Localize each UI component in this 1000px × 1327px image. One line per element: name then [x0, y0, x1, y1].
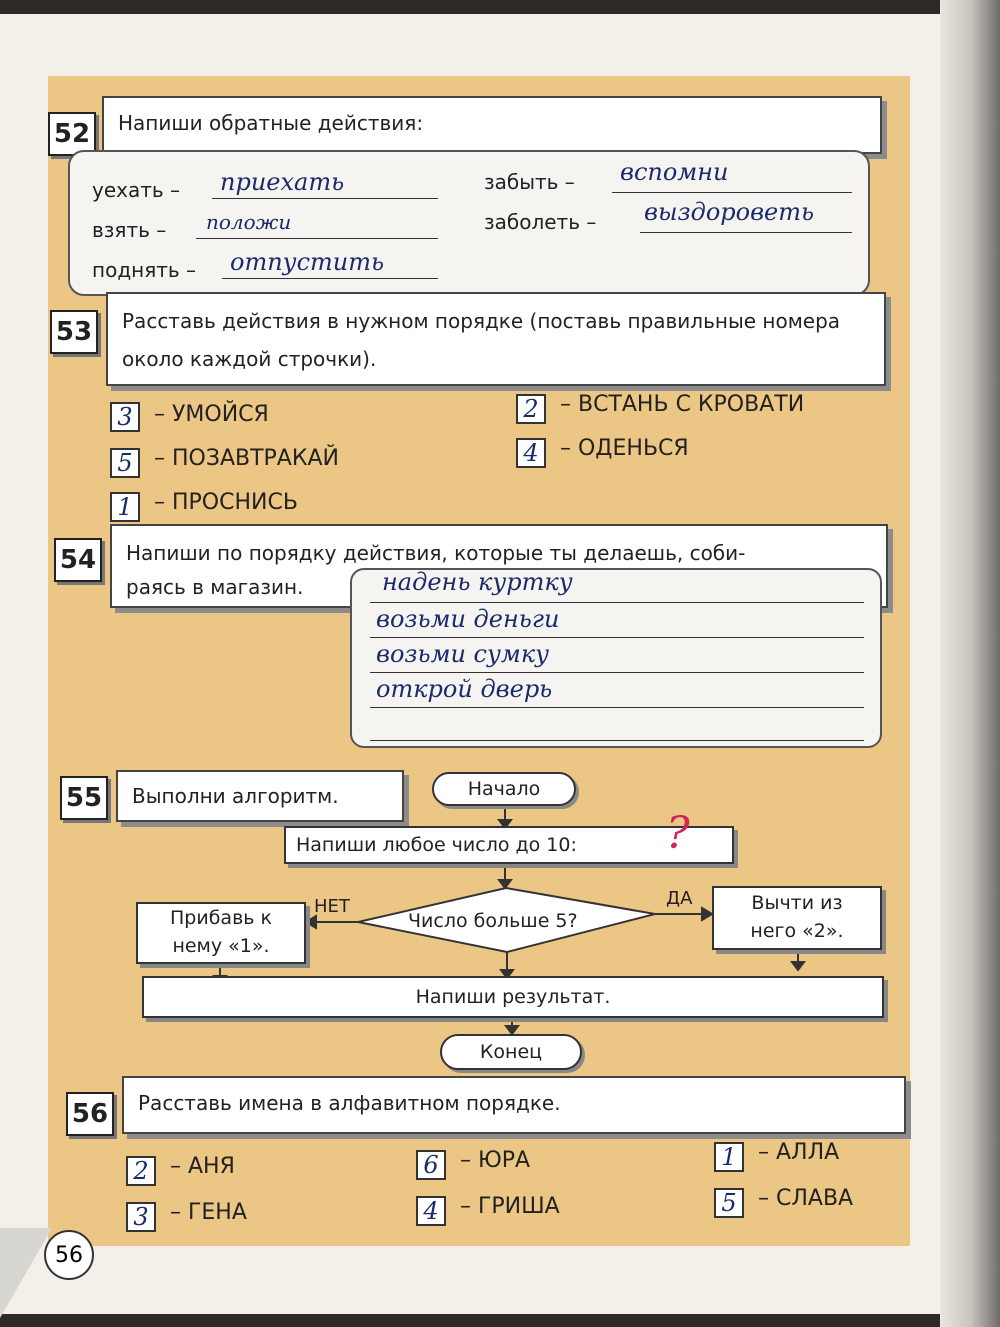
teacher-question-mark: ?	[666, 808, 690, 859]
flow-end: Конец	[440, 1034, 582, 1070]
task-52-answer-1[interactable]: приехать	[220, 168, 345, 196]
task-54-answer-4[interactable]: открой дверь	[376, 675, 553, 703]
task-53-item-5: – ОДЕНЬСЯ	[560, 436, 689, 461]
flow-start: Начало	[432, 772, 576, 806]
task-56-mark-6[interactable]: 5	[714, 1188, 744, 1218]
task-52-word-3: поднять –	[92, 258, 197, 282]
page-number: 56	[44, 1230, 94, 1280]
task-52-number: 52	[48, 112, 96, 156]
task-53-number: 53	[50, 310, 98, 354]
flow-yes-label: ДА	[666, 888, 693, 909]
task-55-prompt: Выполни алгоритм.	[116, 770, 404, 822]
task-53-prompt: Расставь действия в нужном порядке (поставь правильные номера около каждой строчки).	[106, 292, 886, 386]
task-56-prompt: Расставь имена в алфавитном порядке.	[122, 1076, 906, 1134]
task-56-number: 56	[66, 1092, 114, 1136]
task-52-word-5: заболеть –	[484, 210, 597, 234]
task-56-item-5: – АЛЛА	[758, 1140, 840, 1165]
task-56-mark-1[interactable]: 2	[126, 1156, 156, 1186]
task-56-item-3: – ЮРА	[460, 1148, 531, 1173]
task-55-number: 55	[60, 776, 108, 820]
task-53-item-2: – ПОЗАВТРАКАЙ	[154, 446, 339, 471]
task-54-prompt-line1: Напиши по порядку действия, которые ты делаешь, соби-	[126, 541, 746, 565]
flow-decision-text: Число больше 5?	[408, 910, 578, 932]
task-53-mark-3[interactable]: 1	[110, 492, 140, 522]
task-56-item-1: – АНЯ	[170, 1154, 235, 1179]
task-53-mark-4[interactable]: 2	[516, 394, 546, 424]
task-52-answer-3[interactable]: отпустить	[230, 248, 385, 276]
task-52-prompt: Напиши обратные действия:	[102, 96, 882, 154]
task-56-mark-5[interactable]: 1	[714, 1142, 744, 1172]
task-53-mark-1[interactable]: 3	[110, 402, 140, 432]
task-52-answer-4[interactable]: вспомни	[620, 158, 729, 186]
task-54-answer-1[interactable]: надень куртку	[382, 568, 573, 596]
task-52-answer-2[interactable]: положи	[206, 210, 292, 234]
flow-no-label: НЕТ	[314, 896, 350, 917]
task-54-answer-3[interactable]: возьми сумку	[376, 640, 550, 668]
task-52-answer-5[interactable]: выздороветь	[644, 198, 815, 226]
task-56-item-6: – СЛАВА	[758, 1186, 854, 1211]
task-54-prompt-line2: раясь в магазин.	[126, 575, 304, 599]
task-53-item-1: – УМОЙСЯ	[154, 402, 269, 427]
task-54-number: 54	[54, 538, 102, 582]
flow-yes-action: Вычти из него «2».	[712, 886, 882, 950]
task-56-item-2: – ГЕНА	[170, 1200, 247, 1225]
task-52-word-4: забыть –	[484, 170, 575, 194]
task-56-item-4: – ГРИША	[460, 1194, 560, 1219]
flow-step-write-number: Напиши любое число до 10:	[284, 826, 734, 864]
task-53-item-4: – ВСТАНЬ С КРОВАТИ	[560, 392, 805, 417]
task-56-mark-4[interactable]: 4	[416, 1196, 446, 1226]
task-52-word-2: взять –	[92, 218, 167, 242]
flow-write-result: Напиши результат.	[142, 976, 884, 1018]
task-53-mark-5[interactable]: 4	[516, 438, 546, 468]
task-56-mark-2[interactable]: 3	[126, 1202, 156, 1232]
folded-corner	[0, 1228, 52, 1318]
flow-no-action: Прибавь к нему «1».	[136, 902, 306, 964]
task-56-mark-3[interactable]: 6	[416, 1150, 446, 1180]
task-53-mark-2[interactable]: 5	[110, 448, 140, 478]
task-53-item-3: – ПРОСНИСЬ	[154, 490, 298, 515]
task-54-answer-2[interactable]: возьми деньги	[376, 605, 560, 633]
task-52-word-1: уехать –	[92, 178, 181, 202]
